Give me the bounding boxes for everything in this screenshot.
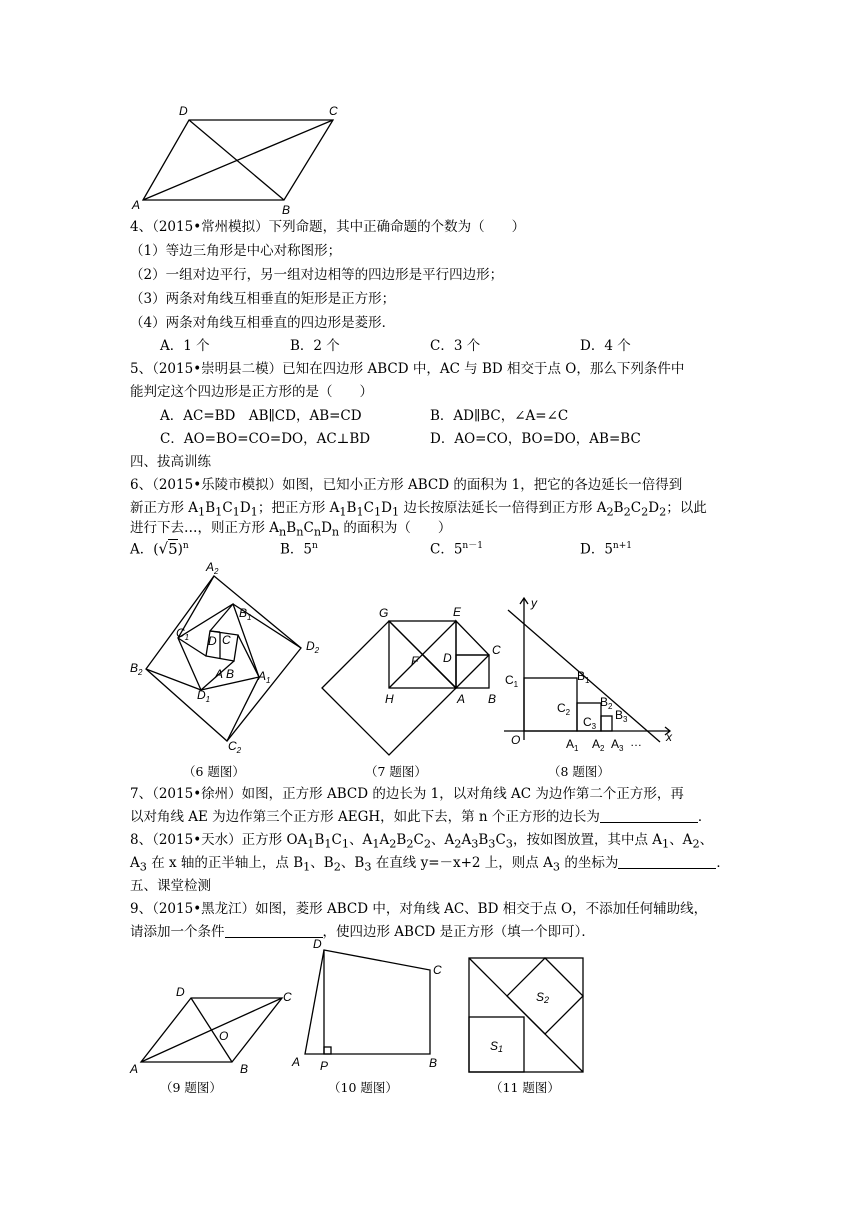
label-G: G <box>379 606 389 620</box>
q6-line-2: 新正方形 $A_1B_1C_1D_1$；把正方形 $A_1B_1C_1D_1$ 边长按原法延长一倍得到正方形 $A_2B_2C_2D_2$；以此 <box>130 500 707 519</box>
caption-figure-11: （11 题图） <box>490 1080 560 1095</box>
q4-statement-2: （2）一组对边平行，另一组对边相等的四边形是平行四边形； <box>130 267 504 283</box>
q6-option-b: B．5$^n$ <box>280 541 318 558</box>
label-A: A <box>130 1062 139 1076</box>
q8-line-1: 8、（2015•天水）正方形 $OA_1B_1C_1$、$A_1A_2B_2C_2$、$A_2A_3B_3C_3$，按如图放置，其中点 $A_1$、$A_2$、 <box>130 832 714 851</box>
label-A2: $A_2$ <box>206 560 219 576</box>
label-B: B <box>429 1056 438 1070</box>
label-C: C <box>433 963 442 977</box>
q4-option-c: C．3 个 <box>430 338 481 354</box>
q9-line-2: 请添加一个条件 ，使四边形 ABCD 是正方形（填一个即可）． <box>130 924 595 940</box>
label-y: y <box>531 596 537 610</box>
label-B3: $B_3$ <box>615 708 628 724</box>
label-C: C <box>283 990 292 1004</box>
label-B: B <box>282 203 291 217</box>
label-A: A <box>457 692 466 706</box>
q4-statement-3: （3）两条对角线互相垂直的矩形是正方形； <box>130 291 396 307</box>
label-O: O <box>219 1029 229 1043</box>
q6-line-1: 6、（2015•乐陵市模拟）如图，已知小正方形 ABCD 的面积为 1，把它的各边延长一倍得到 <box>130 477 683 493</box>
q5-line-2: 能判定这个四边形是正方形的是（ ） <box>130 384 373 400</box>
label-D: D <box>179 104 188 118</box>
label-C2: $C_2$ <box>557 701 571 717</box>
label-D: D <box>176 985 185 999</box>
label-S2: S2 <box>536 990 550 1005</box>
label-H: H <box>385 692 394 706</box>
label-A: A <box>132 198 141 212</box>
q4-statement-1: （1）等边三角形是中心对称图形； <box>130 243 342 259</box>
label-S1: S1 <box>490 1039 504 1054</box>
label-D1: $D_1$ <box>197 688 211 704</box>
label-C1: $C_1$ <box>176 626 190 642</box>
caption-figure-7: （7 题图） <box>365 764 427 779</box>
label-A1: $A_1$ <box>566 737 579 753</box>
q4-option-b: B．2 个 <box>290 338 340 354</box>
label-B: B <box>240 1062 249 1076</box>
label-B: B <box>226 667 235 681</box>
q6-option-c: C．$5^{n-1}$ <box>430 541 483 558</box>
label-O: O <box>511 733 521 747</box>
label-A: A <box>215 667 224 681</box>
label-B1: $B_1$ <box>577 669 590 685</box>
caption-figure-6: （6 题图） <box>183 764 245 779</box>
q4-option-a: A．1 个 <box>160 338 210 354</box>
q7-line-2: 以对角线 AE 为边作第三个正方形 AEGH，如此下去，第 n 个正方形的边长为 ． <box>130 809 712 825</box>
label-x: x <box>666 730 672 744</box>
q6-line-3: 进行下去…，则正方形 $A_nB_nC_nD_n$ 的面积为（ ） <box>130 520 452 539</box>
caption-figure-10: （10 题图） <box>328 1080 398 1095</box>
label-C2: $C_2$ <box>228 739 242 755</box>
q5-line-1: 5、（2015•崇明县二模）已知在四边形 ABCD 中，AC 与 BD 相交于点 O，那么下列条件中 <box>130 361 685 377</box>
label-D: D <box>313 937 322 951</box>
q6-option-a: A．$(√5)^n$ <box>130 539 189 558</box>
label-P: P <box>320 1059 329 1073</box>
label-C1: $C_1$ <box>505 673 519 689</box>
label-D: D <box>208 634 217 648</box>
label-B2: $B_2$ <box>130 661 143 677</box>
q9-line-1: 9、（2015•黑龙江）如图，菱形 ABCD 中，对角线 AC、BD 相交于点 O，不添加任何辅助线， <box>130 901 708 917</box>
q5-option-d: D．AO=CO，BO=DO，AB=BC <box>430 431 641 447</box>
label-C3: $C_3$ <box>583 715 597 731</box>
label-A1: $A_1$ <box>258 669 271 685</box>
label-E: E <box>453 605 462 619</box>
q4-statement-4: （4）两条对角线互相垂直的四边形是菱形． <box>130 315 396 331</box>
q8-line-2: $A_3$ 在 x 轴的正半轴上，点 $B_1$、$B_2$、$B_3$ 在直线 y=－x+2 上，则点 $A_3$ 的坐标为 ． <box>130 855 730 874</box>
label-A: A <box>292 1055 301 1069</box>
q5-option-c: C．AO=BO=CO=DO，AC⊥BD <box>160 431 371 447</box>
q4-option-d: D．4 个 <box>580 338 631 354</box>
label-C: C <box>492 643 501 657</box>
label-B: B <box>488 692 497 706</box>
label-C: C <box>222 633 231 647</box>
q5-option-b: B．AD∥BC，∠A=∠C <box>430 408 569 424</box>
label-B1: $B_1$ <box>239 606 252 622</box>
caption-figure-8: （8 题图） <box>548 764 610 779</box>
q6-option-d: D．$5^{n+1}$ <box>580 541 632 558</box>
label-D2: $D_2$ <box>306 639 320 655</box>
q5-option-a: A．AC=BD AB∥CD，AB=CD <box>160 408 362 424</box>
q4-stem: 4、（2015•常州模拟）下列命题，其中正确命题的个数为（ ） <box>130 219 526 235</box>
label-A3: $A_3$ <box>611 737 624 753</box>
q7-line-1: 7、（2015•徐州）如图，正方形 ABCD 的边长为 1，以对角线 AC 为边作第二个正方形，再 <box>130 786 684 802</box>
section-5-heading: 五、课堂检测 <box>130 878 211 894</box>
label-A2: $A_2$ <box>592 737 605 753</box>
section-4-heading: 四、拔高训练 <box>130 454 211 470</box>
label-ellipsis: … <box>630 735 642 749</box>
label-B2: $B_2$ <box>600 695 613 711</box>
label-D: D <box>443 651 452 665</box>
label-F: F <box>411 654 419 668</box>
caption-figure-9: （9 题图） <box>160 1080 222 1095</box>
label-C: C <box>329 104 338 118</box>
